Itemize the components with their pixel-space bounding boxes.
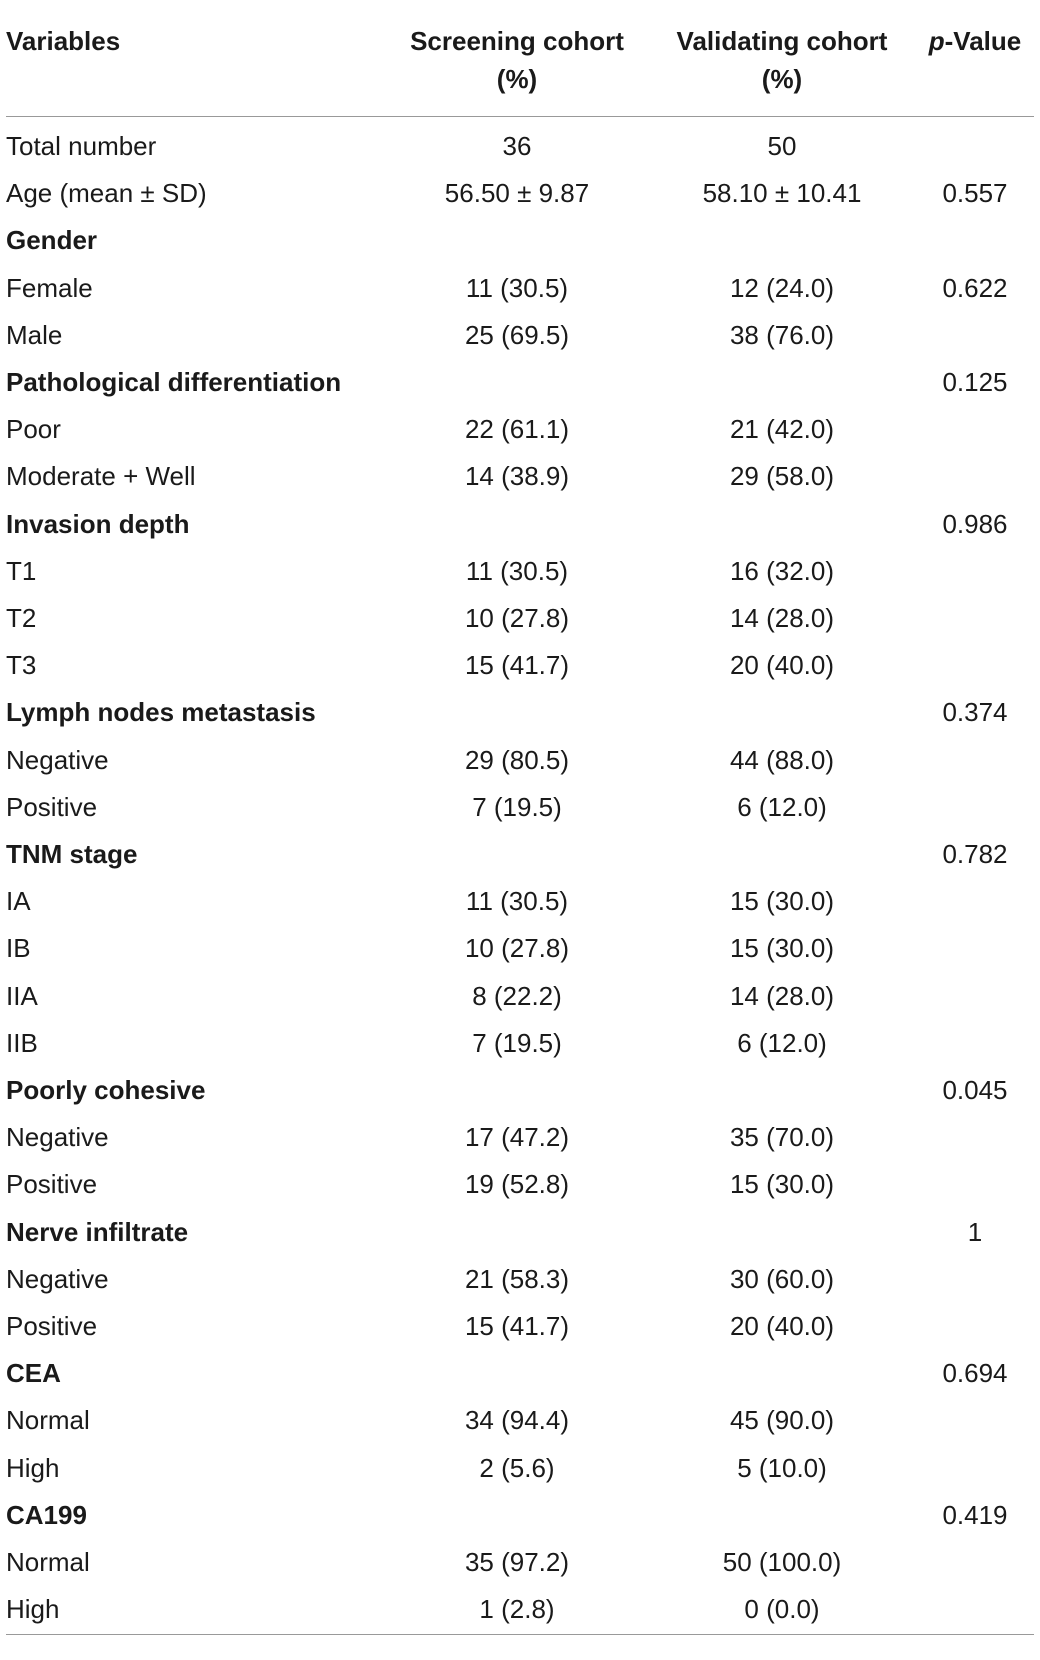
variable-cell: T2: [6, 603, 37, 634]
validating-cohort-cell: 20 (40.0): [729, 650, 835, 681]
screening-cohort-cell: 29 (80.5): [464, 744, 570, 775]
screening-cohort-cell: 36: [502, 131, 532, 161]
variable-cell: High: [6, 1586, 386, 1634]
p-value-cell: [916, 117, 1034, 171]
table-group-row: [6, 217, 1034, 264]
header-p-rest: -Value: [944, 26, 1022, 56]
cohort-characteristics-table-container: [6, 0, 1034, 1635]
variable-cell: IA: [6, 886, 31, 917]
screening-cohort-cell: 11 (30.5): [465, 886, 569, 917]
variable-cell: Total number: [6, 131, 157, 161]
validating-cohort-cell: 6 (12.0): [737, 791, 827, 822]
header-p-italic: p: [928, 26, 945, 56]
validating-cohort-cell: 30 (60.0): [729, 1263, 835, 1294]
table-row: [6, 312, 1034, 359]
p-value-cell: 1: [967, 1216, 983, 1247]
screening-cohort-cell: 2 (5.6): [479, 1452, 555, 1483]
screening-cohort-cell: 25 (69.5): [464, 319, 570, 350]
variable-cell: Normal: [6, 1405, 90, 1436]
validating-cohort-cell: 5 (10.0): [737, 1452, 827, 1483]
p-value-cell: [916, 925, 1034, 972]
variable-cell: CEA: [6, 1358, 61, 1389]
table-group-row: [6, 1492, 1034, 1539]
validating-cohort-cell: 15 (30.0): [729, 933, 835, 964]
header-screening-line1: Screening cohort: [410, 26, 624, 56]
p-value-cell: 0.782: [942, 839, 1008, 870]
table-group-row: [6, 1067, 1034, 1114]
validating-cohort-cell: 58.10 ± 10.41: [702, 178, 862, 209]
table-row: [6, 1586, 1034, 1634]
screening-cohort-cell: 11 (30.5): [465, 272, 569, 303]
screening-cohort-cell: 10 (27.8): [464, 933, 570, 964]
screening-cohort-cell: 21 (58.3): [464, 1263, 570, 1294]
p-value-cell: 0.374: [942, 697, 1008, 728]
variable-cell: Lymph nodes metastasis: [6, 697, 316, 728]
validating-cohort-cell: 15 (30.0): [729, 886, 835, 917]
p-value-cell: [916, 878, 1034, 925]
p-value-cell: [916, 1020, 1034, 1067]
p-value-cell: [916, 453, 1034, 500]
p-value-cell: [916, 217, 1034, 264]
variable-cell: Negative: [6, 1122, 109, 1153]
p-value-cell: [916, 595, 1034, 642]
validating-cohort-cell: 35 (70.0): [729, 1122, 835, 1153]
table-row: [6, 548, 1034, 595]
p-value-cell: [916, 1397, 1034, 1444]
table-header: [6, 0, 1034, 117]
p-value-cell: [916, 1445, 1034, 1492]
screening-cohort-cell: 10 (27.8): [464, 603, 570, 634]
table-row: [6, 737, 1034, 784]
validating-cohort-cell: 0 (0.0): [648, 1586, 916, 1634]
table-group-row: [6, 1209, 1034, 1256]
p-value-cell: [916, 1161, 1034, 1208]
variable-cell: Poor: [6, 414, 61, 445]
table-row: [6, 406, 1034, 453]
screening-cohort-cell: 1 (2.8): [386, 1586, 648, 1634]
variable-cell: Positive: [6, 791, 98, 822]
validating-cohort-cell: 20 (40.0): [729, 1311, 835, 1342]
screening-cohort-cell: 15 (41.7): [464, 650, 570, 681]
p-value-cell: 0.557: [942, 178, 1008, 209]
variable-cell: Invasion depth: [6, 508, 190, 539]
screening-cohort-cell: 14 (38.9): [464, 461, 570, 492]
header-variables: [6, 0, 386, 117]
screening-cohort-cell: [386, 359, 648, 406]
p-value-cell: [916, 312, 1034, 359]
validating-cohort-cell: 29 (58.0): [729, 461, 835, 492]
table-row: [6, 1303, 1034, 1350]
p-value-cell: [916, 1586, 1034, 1634]
table-body: [6, 117, 1034, 1635]
p-value-cell: 0.125: [942, 367, 1008, 398]
variable-cell: Age (mean ± SD): [6, 178, 207, 209]
validating-cohort-cell: 45 (90.0): [729, 1405, 835, 1436]
p-value-cell: 0.986: [942, 508, 1008, 539]
variable-cell: Negative: [6, 744, 109, 775]
screening-cohort-cell: 56.50 ± 9.87: [444, 178, 590, 209]
variable-cell: IB: [6, 933, 31, 964]
variable-cell: Positive: [6, 1311, 98, 1342]
validating-cohort-cell: [648, 1209, 916, 1256]
validating-cohort-cell: 16 (32.0): [729, 555, 835, 586]
screening-cohort-cell: 19 (52.8): [464, 1169, 570, 1200]
header-screening-cohort: [386, 0, 648, 117]
p-value-cell: [916, 737, 1034, 784]
table-row: [6, 453, 1034, 500]
variable-cell: Moderate + Well: [6, 461, 196, 492]
screening-cohort-cell: [386, 1350, 648, 1397]
variable-cell: IIA: [6, 980, 38, 1011]
screening-cohort-cell: 7 (19.5): [472, 1027, 562, 1058]
table-row: [6, 1539, 1034, 1586]
validating-cohort-cell: [648, 501, 916, 548]
header-validating-line1: Validating cohort: [676, 26, 888, 56]
validating-cohort-cell: 50 (100.0): [722, 1547, 842, 1578]
screening-cohort-cell: 17 (47.2): [464, 1122, 570, 1153]
p-value-cell: [916, 548, 1034, 595]
table-row: [6, 170, 1034, 217]
variable-cell: IIB: [6, 1027, 38, 1058]
table-row: [6, 1114, 1034, 1161]
screening-cohort-cell: [386, 831, 648, 878]
table-row: [6, 1161, 1034, 1208]
header-variables-label: Variables: [6, 26, 121, 56]
validating-cohort-cell: [648, 1350, 916, 1397]
table-group-row: [6, 359, 1034, 406]
validating-cohort-cell: 15 (30.0): [729, 1169, 835, 1200]
validating-cohort-cell: [648, 217, 916, 264]
screening-cohort-cell: [386, 217, 648, 264]
header-validating-line2: (%): [761, 64, 803, 94]
table-row: [6, 117, 1034, 171]
p-value-cell: [916, 642, 1034, 689]
variable-cell: T1: [6, 555, 37, 586]
validating-cohort-cell: 6 (12.0): [737, 1027, 827, 1058]
table-row: [6, 1445, 1034, 1492]
validating-cohort-cell: 14 (28.0): [729, 603, 835, 634]
variable-cell: Gender: [6, 225, 98, 256]
table-group-row: [6, 689, 1034, 736]
variable-cell: Female: [6, 272, 93, 303]
p-value-cell: 0.694: [942, 1358, 1008, 1389]
header-p-value: [916, 0, 1034, 117]
validating-cohort-cell: 12 (24.0): [729, 272, 835, 303]
variable-cell: High: [6, 1452, 60, 1483]
header-validating-cohort: [648, 0, 916, 117]
table-group-row: [6, 1350, 1034, 1397]
variable-cell: Negative: [6, 1263, 109, 1294]
table-row: [6, 265, 1034, 312]
validating-cohort-cell: [648, 359, 916, 406]
p-value-cell: [916, 1114, 1034, 1161]
screening-cohort-cell: 15 (41.7): [464, 1311, 570, 1342]
p-value-cell: [916, 784, 1034, 831]
validating-cohort-cell: 38 (76.0): [729, 319, 835, 350]
variable-cell: Normal: [6, 1547, 90, 1578]
validating-cohort-cell: [648, 1067, 916, 1114]
screening-cohort-cell: [386, 1067, 648, 1114]
screening-cohort-cell: [386, 1492, 648, 1539]
table-row: [6, 925, 1034, 972]
header-row: [6, 0, 1034, 117]
screening-cohort-cell: 22 (61.1): [464, 414, 570, 445]
screening-cohort-cell: 11 (30.5): [465, 555, 569, 586]
table-row: [6, 878, 1034, 925]
cohort-characteristics-table: [6, 0, 1034, 1635]
screening-cohort-cell: [386, 689, 648, 736]
screening-cohort-cell: 35 (97.2): [464, 1547, 570, 1578]
table-row: [6, 1256, 1034, 1303]
p-value-cell: [916, 973, 1034, 1020]
screening-cohort-cell: [386, 501, 648, 548]
table-row: [6, 1397, 1034, 1444]
screening-cohort-cell: 8 (22.2): [472, 980, 562, 1011]
variable-cell: Poorly cohesive: [6, 1075, 206, 1106]
p-value-cell: [916, 1539, 1034, 1586]
validating-cohort-cell: [648, 831, 916, 878]
variable-cell: Nerve infiltrate: [6, 1216, 189, 1247]
table-row: [6, 784, 1034, 831]
p-value-cell: [916, 1256, 1034, 1303]
table-row: [6, 595, 1034, 642]
p-value-cell: [916, 1303, 1034, 1350]
table-row: [6, 973, 1034, 1020]
validating-cohort-cell: [648, 689, 916, 736]
validating-cohort-cell: 50: [767, 131, 797, 161]
p-value-cell: 0.622: [942, 272, 1008, 303]
variable-cell: Pathological differentiation: [6, 367, 342, 398]
p-value-cell: 0.045: [942, 1075, 1008, 1106]
table-group-row: [6, 501, 1034, 548]
variable-cell: Male: [6, 319, 63, 350]
validating-cohort-cell: [648, 1492, 916, 1539]
screening-cohort-cell: 7 (19.5): [472, 791, 562, 822]
screening-cohort-cell: 34 (94.4): [464, 1405, 570, 1436]
table-group-row: [6, 831, 1034, 878]
variable-cell: Positive: [6, 1169, 98, 1200]
table-row: [6, 1020, 1034, 1067]
table-row: [6, 642, 1034, 689]
variable-cell: T3: [6, 650, 37, 681]
variable-cell: CA199: [6, 1499, 87, 1530]
validating-cohort-cell: 21 (42.0): [729, 414, 835, 445]
screening-cohort-cell: [386, 1209, 648, 1256]
validating-cohort-cell: 44 (88.0): [729, 744, 835, 775]
variable-cell: TNM stage: [6, 839, 138, 870]
header-screening-line2: (%): [496, 64, 538, 94]
p-value-cell: [916, 406, 1034, 453]
p-value-cell: 0.419: [942, 1499, 1008, 1530]
validating-cohort-cell: 14 (28.0): [729, 980, 835, 1011]
